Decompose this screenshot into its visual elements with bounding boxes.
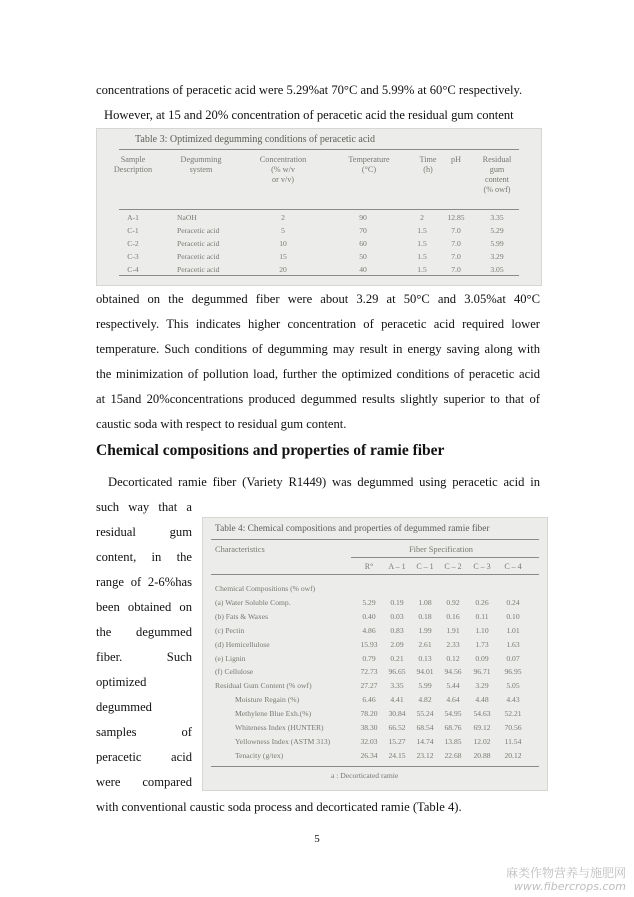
- text-line: temperature. Such conditions of degumming may result in energy saving along with: [96, 342, 540, 356]
- watermark-logo: 麻类作物营养与施肥网: [505, 866, 626, 880]
- table-4-cell: 0.92: [446, 597, 460, 607]
- text-line: respectively. This indicates higher concentration of peracetic acid required lower: [96, 317, 540, 331]
- table-4-cell: 22.68: [444, 750, 462, 760]
- text-line: However, at 15 and 20% concentration of peracetic acid the residual gum content: [104, 108, 514, 122]
- table-4-cell: 52.21: [504, 709, 522, 719]
- table-3-cell: 12.85: [447, 213, 465, 222]
- table-4-caption: Table 4: Chemical compositions and properties of degummed ramie fiber: [215, 524, 490, 534]
- table-3-header-cell: Residual: [482, 155, 512, 164]
- table-3-header-cell: Description: [113, 165, 153, 174]
- table-4-cell: 32.03: [360, 736, 378, 746]
- table-4-cell: 0.03: [390, 611, 404, 621]
- table-3-header-cell: content: [484, 175, 510, 184]
- paragraph-1: [96, 78, 540, 128]
- table-4-cell: 1.63: [506, 639, 520, 649]
- table-4-cell: 20.88: [473, 750, 491, 760]
- table-4-cell: 4.43: [506, 695, 520, 705]
- table-4-header-right: Fiber Specification: [409, 545, 473, 554]
- table-4-cell: 4.41: [390, 695, 404, 705]
- section-heading: Chemical compositions and properties of ramie fiber: [96, 442, 445, 459]
- table-4-cell: 69.12: [473, 723, 491, 732]
- table-4-cell: 54.95: [444, 709, 462, 719]
- table-4-row-label: (c) Pectin: [215, 625, 245, 635]
- text-line: concentrations of peracetic acid were 5.29%at 70°C and 5.99% at 60°C respectively.: [96, 83, 523, 97]
- table-4-cell: 54.63: [473, 709, 491, 719]
- text-line: fiber. Such: [96, 650, 192, 664]
- text-line: the degummed: [96, 625, 192, 639]
- table-3-cell: 2: [420, 213, 424, 222]
- table-4-cell: 5.05: [506, 681, 520, 691]
- table-3-cell: A-1: [127, 213, 139, 222]
- table-3-image: [96, 128, 542, 286]
- text-line: peracetic acid: [96, 750, 192, 764]
- table-3-cell: 3.35: [490, 213, 504, 222]
- text-line: caustic soda with respect to residual gum content.: [96, 417, 347, 431]
- table-4-cell: 27.27: [360, 681, 378, 691]
- table-3-header-cell: Temperature: [348, 155, 390, 164]
- table-3-cell: 50: [359, 252, 367, 261]
- table-3-cell: 70: [359, 226, 367, 235]
- table-4-cell: 68.54: [416, 723, 434, 732]
- table-4-cell: 1.10: [475, 625, 489, 635]
- table-4-row-label: (d) Hemicellulose: [215, 639, 270, 649]
- table-4-row-label: (b) Fats & Waxes: [215, 611, 269, 621]
- text-line: degummed: [96, 700, 152, 714]
- text-line: Decorticated ramie fiber (Variety R1449) was degummed using peracetic acid in: [108, 475, 540, 489]
- table-4-cell: 96.65: [388, 667, 406, 677]
- table-3-header-cell: Time: [419, 155, 437, 164]
- table-4-cell: 0.83: [390, 625, 404, 635]
- table-3-cell: Peracetic acid: [177, 239, 220, 248]
- table-3-header-cell: Degumming: [180, 155, 222, 164]
- table-4-cell: 20.12: [504, 750, 522, 760]
- table-3-cell: 3.05: [490, 265, 504, 274]
- table-4-cell: 70.56: [504, 723, 522, 732]
- table-4-footnote: a : Decorticated ramie: [331, 771, 399, 780]
- table-3-header-cell: (% owf): [483, 185, 511, 194]
- table-4-cell: 0.13: [418, 653, 432, 663]
- table-4-row-label: (a) Water Soluble Comp.: [215, 597, 291, 607]
- table-4-cell: 5.44: [446, 681, 460, 691]
- table-3-cell: 1.5: [417, 265, 427, 274]
- table-4-cell: 1.73: [475, 639, 489, 649]
- table-4-row-label: (f) Cellulose: [215, 667, 254, 677]
- text-line: the minimization of pollution load, further the optimized conditions of peracetic acid: [96, 367, 540, 381]
- text-line: obtained on the degummed fiber were about 3.29 at 50°C and 3.05%at 40°C: [96, 292, 540, 306]
- watermark-url: www.fibercrops.com: [513, 880, 626, 893]
- table-4-row-label: Tenacity (g/tex): [235, 750, 284, 760]
- table-4-header-left: Characteristics: [215, 545, 265, 554]
- table-3-caption: Table 3: Optimized degumming conditions of peracetic acid: [135, 134, 376, 145]
- table-4-cell: 94.56: [444, 667, 462, 677]
- table-4-cell: 2.33: [446, 639, 460, 649]
- table-4-cell: 0.09: [475, 653, 489, 663]
- table-4-cell: 0.40: [362, 611, 376, 621]
- table-4-cell: 15.93: [360, 639, 378, 649]
- table-4-image: [202, 517, 548, 791]
- table-3-header-cell: or v/v): [271, 175, 295, 184]
- table-4-row-label: Chemical Compositions (% owf): [215, 584, 316, 593]
- table-4-cell: 2.61: [418, 639, 432, 649]
- table-4-row-label: Moisture Regain (%): [235, 695, 300, 705]
- table-4-cell: 0.24: [506, 597, 520, 607]
- table-4-cell: 1.01: [506, 625, 520, 635]
- table-4-cell: 5.99: [418, 681, 432, 691]
- table-3-cell: 1.5: [417, 239, 427, 248]
- text-line: content, in the: [96, 550, 192, 564]
- text-line: samples of: [96, 725, 192, 739]
- table-3-cell: NaOH: [177, 213, 197, 222]
- table-3-header-cell: (% w/v: [271, 165, 295, 174]
- table-3-header-cell: gum: [489, 165, 505, 174]
- table-4-subheader-cell: C – 3: [473, 562, 491, 571]
- table-3-cell: 20: [279, 265, 287, 274]
- table-4-cell: 4.86: [362, 625, 376, 635]
- table-4-cell: 0.18: [418, 611, 432, 621]
- text-line: were compared: [96, 775, 192, 789]
- table-4-cell: 94.01: [416, 667, 434, 677]
- table-4-row-label: (e) Lignin: [215, 653, 246, 663]
- page-number: 5: [314, 833, 320, 845]
- table-3-cell: 90: [359, 213, 367, 222]
- table-4-cell: 4.64: [446, 695, 460, 705]
- table-3-cell: Peracetic acid: [177, 226, 220, 235]
- table-4-row-label: Methylene Blue Exh.(%): [235, 709, 312, 719]
- table-4-cell: 12.02: [473, 736, 491, 746]
- table-3-cell: 40: [359, 265, 367, 274]
- table-3-cell: C-2: [127, 239, 139, 248]
- table-4-cell: 0.12: [446, 653, 460, 663]
- table-3-header-cell: Concentration: [259, 155, 307, 164]
- table-4-cell: 4.48: [475, 695, 489, 705]
- table-3-cell: 3.29: [490, 252, 504, 261]
- table-4-row-label: Yellowness Index (ASTM 313): [235, 736, 331, 746]
- paragraph-3-narrow-column: [96, 495, 192, 795]
- paragraph-3-last-line: [96, 795, 540, 820]
- table-4-cell: 15.27: [388, 736, 406, 746]
- table-3-cell: C-1: [127, 226, 139, 235]
- table-4-row-label: Whiteness Index (HUNTER): [235, 723, 324, 732]
- text-line: been obtained on: [96, 600, 192, 614]
- text-line: at 15and 20%concentrations produced degummed results slightly superior to that of: [96, 392, 540, 406]
- table-4-cell: 68.76: [444, 723, 462, 732]
- table-3-cell: 7.0: [451, 239, 461, 248]
- table-4-subheader-cell: C – 1: [416, 562, 434, 571]
- table-4-cell: 4.82: [418, 695, 432, 705]
- text-line: range of 2-6%has: [96, 575, 192, 589]
- table-4-cell: 0.79: [362, 653, 376, 663]
- table-4-cell: 6.46: [362, 695, 376, 705]
- table-4-cell: 0.21: [390, 653, 404, 663]
- table-3-cell: 2: [281, 213, 285, 222]
- table-3-cell: 5.99: [490, 239, 504, 248]
- table-3-cell: 7.0: [451, 252, 461, 261]
- table-4-cell: 0.16: [446, 611, 460, 621]
- table-4-cell: 0.10: [506, 611, 520, 621]
- table-4-cell: 66.52: [388, 723, 406, 732]
- table-4-cell: 30.84: [388, 709, 406, 719]
- table-4-row-label: Residual Gum Content (% owf): [215, 681, 312, 691]
- table-3-header-cell: system: [189, 165, 213, 174]
- table-3-cell: 7.0: [451, 265, 461, 274]
- table-3-cell: 60: [359, 239, 367, 248]
- table-4-cell: 0.07: [506, 653, 520, 663]
- table-4-cell: 72.73: [360, 667, 378, 677]
- table-4-cell: 14.74: [416, 736, 434, 746]
- table-4-cell: 96.71: [473, 667, 491, 677]
- table-4-cell: 1.08: [418, 597, 432, 607]
- table-3-cell: 7.0: [451, 226, 461, 235]
- table-4-cell: 2.09: [390, 639, 404, 649]
- table-3-cell: C-4: [127, 265, 139, 274]
- table-4-cell: 55.24: [416, 709, 434, 719]
- table-4-cell: 1.99: [418, 625, 432, 635]
- table-3-cell: Peracetic acid: [177, 252, 220, 261]
- paragraph-2: [96, 287, 540, 437]
- table-3-cell: 10: [279, 239, 287, 248]
- table-4-cell: 26.34: [360, 750, 378, 760]
- table-4-cell: 1.91: [446, 625, 460, 635]
- table-4-cell: 96.95: [504, 667, 522, 677]
- table-4-cell: 3.35: [390, 681, 404, 691]
- table-4-cell: 0.26: [475, 597, 489, 607]
- table-4-cell: 0.19: [390, 597, 404, 607]
- table-3-header-cell: Sample: [120, 155, 146, 164]
- table-3-cell: C-3: [127, 252, 139, 261]
- text-line: residual gum: [96, 525, 192, 539]
- table-4-subheader-cell: A – 1: [388, 562, 406, 571]
- table-4-subheader-cell: R°: [364, 562, 374, 571]
- table-3-cell: 1.5: [417, 226, 427, 235]
- table-4-subheader-cell: C – 2: [444, 562, 462, 571]
- table-3-cell: 1.5: [417, 252, 427, 261]
- table-4-cell: 24.15: [388, 750, 406, 760]
- table-4-cell: 13.85: [444, 736, 462, 746]
- table-3-cell: 5.29: [490, 226, 504, 235]
- table-4-cell: 38.30: [360, 723, 378, 732]
- table-3-cell: Peracetic acid: [177, 265, 220, 274]
- table-3-cell: 5: [281, 226, 285, 235]
- table-3-header-cell: (h): [423, 165, 433, 174]
- table-4-cell: 5.29: [362, 597, 376, 607]
- text-line: with conventional caustic soda process and decorticated ramie (Table 4).: [96, 800, 462, 814]
- text-line: such way that a: [96, 500, 192, 514]
- table-4-cell: 11.54: [504, 736, 522, 746]
- table-3-cell: 15: [279, 252, 287, 261]
- table-4-subheader-cell: C – 4: [504, 562, 522, 571]
- table-4-cell: 0.11: [475, 611, 489, 621]
- table-4-cell: 23.12: [416, 750, 434, 760]
- paragraph-3: [96, 470, 540, 495]
- table-3-header-cell: (°C): [361, 165, 377, 174]
- table-4-cell: 3.29: [475, 681, 489, 691]
- table-3-header-cell: pH: [450, 155, 462, 164]
- text-line: optimized: [96, 675, 147, 689]
- table-4-cell: 78.20: [360, 709, 378, 719]
